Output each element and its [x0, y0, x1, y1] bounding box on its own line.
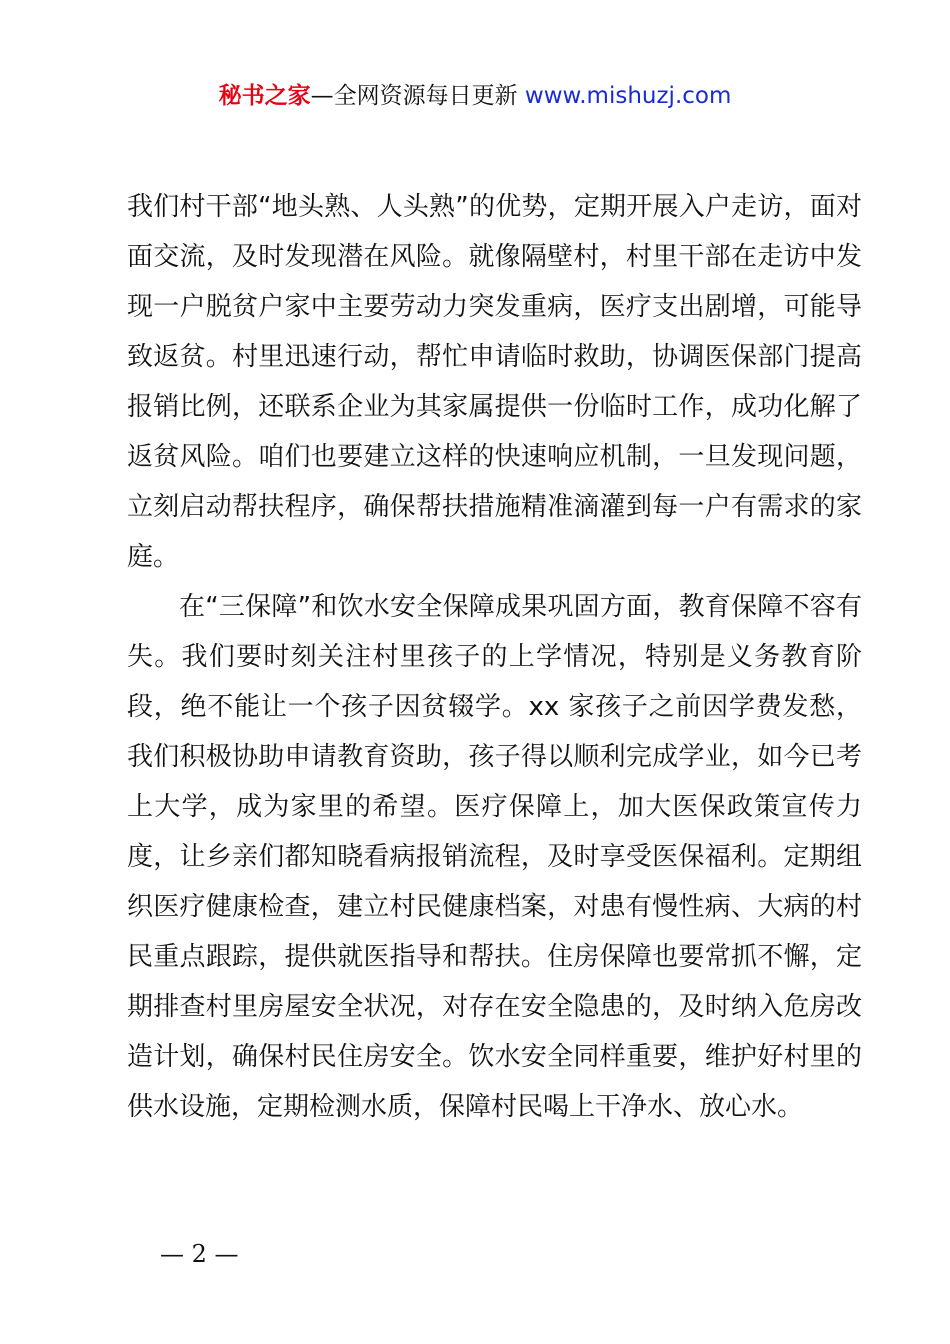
paragraph-continuation: 我们村干部“地头熟、人头熟”的优势，定期开展入户走访，面对面交流，及时发现潜在风险。就像隔壁村，村里干部在走访中发现一户脱贫户家中主要劳动力突发重病，医疗支出剧增，可能导致返贫。村里迅速行动，帮忙申请临时救助，协调医保部门提高报销比例，还联系企业为其家属提供一份临时工作，成功化解了返贫风险。咱们也要建立这样的快速响应机制，一旦发现问题，立刻启动帮扶程序，确保帮扶措施精准滴灌到每一户有需求的家庭。	[127, 192, 862, 572]
header-tagline: —全网资源每日更新	[310, 83, 518, 109]
website-link[interactable]: www.mishuzj.com	[517, 83, 732, 109]
page-header	[0, 80, 950, 112]
document-body	[127, 182, 862, 1132]
paragraph-three-guarantees: 在“三保障”和饮水安全保障成果巩固方面，教育保障不容有失。我们要时刻关注村里孩子的上学情况，特别是义务教育阶段，绝不能让一个孩子因贫辍学。xx 家孩子之前因学费发愁，我们积极协助申请教育资助，孩子得以顺利完成学业，如今已考上大学，成为家里的希望。医疗保障上，加大医保政策宣传力度，让乡亲们都知晓看病报销流程，及时享受医保福利。定期组织医疗健康检查，建立村民健康档案，对患有慢性病、大病的村民重点跟踪，提供就医指导和帮扶。住房保障也要常抓不懈，定期排查村里房屋安全状况，对存在安全隐患的，及时纳入危房改造计划，确保村民住房安全。饮水安全同样重要，维护好村里的供水设施，定期检测水质，保障村民喝上干净水、放心水。	[127, 592, 862, 1122]
brand-name: 秘书之家	[218, 83, 311, 109]
page-number: — 2 —	[160, 1240, 239, 1268]
